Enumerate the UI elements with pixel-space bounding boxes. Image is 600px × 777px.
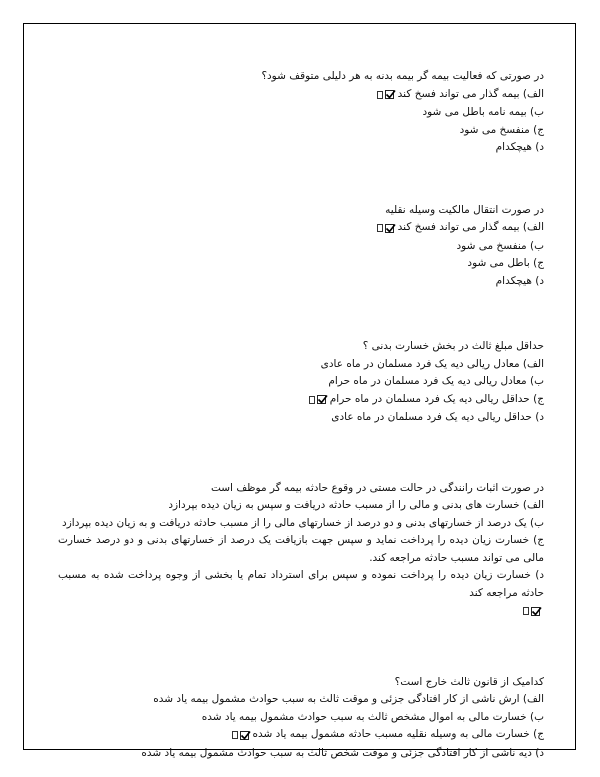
- answer-mark: [522, 603, 541, 621]
- option-text: ج) خسارت مالی به وسیله نقلیه مسبب حادثه مشمول بیمه یاد شده: [252, 728, 544, 740]
- question-1: [58, 68, 544, 157]
- empty-checkbox-icon: [523, 607, 529, 615]
- option-c: [58, 122, 544, 140]
- checked-checkbox-icon: [385, 90, 394, 99]
- option-text: ج) باطل می شود: [467, 257, 544, 269]
- question-2: [58, 202, 544, 291]
- option-text: ج) خسارت زیان دیده را پرداخت نماید و سپس جهت بازیافت یک درصد از خسارتهای بدنی و دو درصد خسارت مالی می تواند مسبب حادثه مراجعه کند.: [58, 534, 544, 564]
- option-b: [58, 709, 544, 727]
- checked-checkbox-icon: [317, 395, 326, 404]
- option-b: [58, 238, 544, 256]
- option-a: [58, 356, 544, 374]
- option-a: [58, 86, 544, 105]
- option-text: ب) خسارت مالی به اموال مشخص ثالث به سبب حوادث مشمول بیمه یاد شده: [201, 710, 544, 723]
- option-text: د) هیچکدام: [495, 274, 544, 287]
- option-text: ج) منفسخ می شود: [459, 123, 544, 136]
- question-title: در صورت اثبات رانندگی در حالت مستی در وقوع حادثه بیمه گر موظف است: [210, 481, 544, 494]
- option-b: [58, 515, 544, 533]
- answer-mark: [231, 727, 250, 745]
- option-text: د) دیه ناشی از کار افتادگی جزئی و موقت شخص ثالث به سبب حوادث مشمول بیمه یاد شده: [141, 746, 544, 759]
- question-title: در صورت انتقال مالکیت وسیله نقلیه: [385, 203, 544, 216]
- empty-checkbox-icon: [309, 396, 315, 404]
- empty-checkbox-icon: [377, 224, 383, 232]
- option-text: د) هیچکدام: [495, 141, 544, 153]
- option-d: [58, 567, 544, 621]
- option-text: ب) معادل ریالی دیه یک فرد مسلمان در ماه حرام: [328, 375, 544, 387]
- option-text: الف) معادل ریالی دیه یک فرد مسلمان در ماه عادی: [320, 357, 544, 370]
- option-text: ب) بیمه نامه باطل می شود: [422, 106, 544, 118]
- option-a: [58, 691, 544, 709]
- question-title: کدامیک از قانون ثالث خارج است؟: [394, 675, 544, 688]
- option-d: [58, 745, 544, 763]
- answer-mark: [376, 220, 395, 238]
- question-title: در صورتی که فعالیت بیمه گر بیمه بدنه به هر دلیلی متوقف شود؟: [261, 70, 544, 82]
- empty-checkbox-icon: [377, 91, 383, 99]
- option-d: [58, 409, 544, 427]
- question-4: [58, 480, 544, 621]
- option-text: الف) بیمه گذار می تواند فسخ کند: [397, 221, 544, 233]
- option-b: [58, 373, 544, 391]
- answer-mark: [376, 87, 395, 105]
- answer-mark: [308, 392, 327, 410]
- option-text: الف) خسارت های بدنی و مالی را از مسبب حادثه دریافت و سپس به زیان دیده بپردازد: [168, 499, 544, 511]
- checked-checkbox-icon: [240, 731, 249, 740]
- question-3: [58, 338, 544, 427]
- option-text: د) حداقل ریالی دیه یک فرد مسلمان در ماه عادی: [331, 411, 544, 423]
- empty-checkbox-icon: [232, 731, 238, 739]
- option-c: [58, 532, 544, 567]
- option-text: الف) بیمه گذار می تواند فسخ کند: [397, 87, 544, 100]
- document-content: [58, 68, 544, 762]
- option-a: [58, 219, 544, 238]
- option-text: الف) ارش ناشی از کار افتادگی جزئی و موقت ثالث به سبب حوادث مشمول بیمه یاد شده: [153, 693, 544, 705]
- option-text: ج) حداقل ریالی دیه یک فرد مسلمان در ماه حرام: [329, 392, 544, 405]
- question-5: [58, 674, 544, 763]
- option-d: [58, 139, 544, 157]
- option-c: [58, 255, 544, 273]
- option-text: ب) منفسخ می شود: [456, 239, 544, 252]
- option-c: [58, 391, 544, 410]
- option-text: د) خسارت زیان دیده را پرداخت نموده و سپس برای استرداد تمام یا بخشی از وجوه پرداخت شده به مسبب حادثه مراجعه کند: [58, 569, 544, 599]
- option-a: [58, 497, 544, 515]
- option-b: [58, 104, 544, 122]
- option-c: [58, 726, 544, 745]
- option-text: ب) یک درصد از خسارتهای بدنی و دو درصد از خسارتهای مالی را از مسبب حادثه دریافت و به زیان دیده بپردازد: [62, 516, 544, 529]
- checked-checkbox-icon: [531, 607, 540, 616]
- checked-checkbox-icon: [385, 224, 394, 233]
- option-d: [58, 273, 544, 291]
- question-title: حداقل مبلغ ثالث در بخش خسارت بدنی ؟: [362, 340, 544, 352]
